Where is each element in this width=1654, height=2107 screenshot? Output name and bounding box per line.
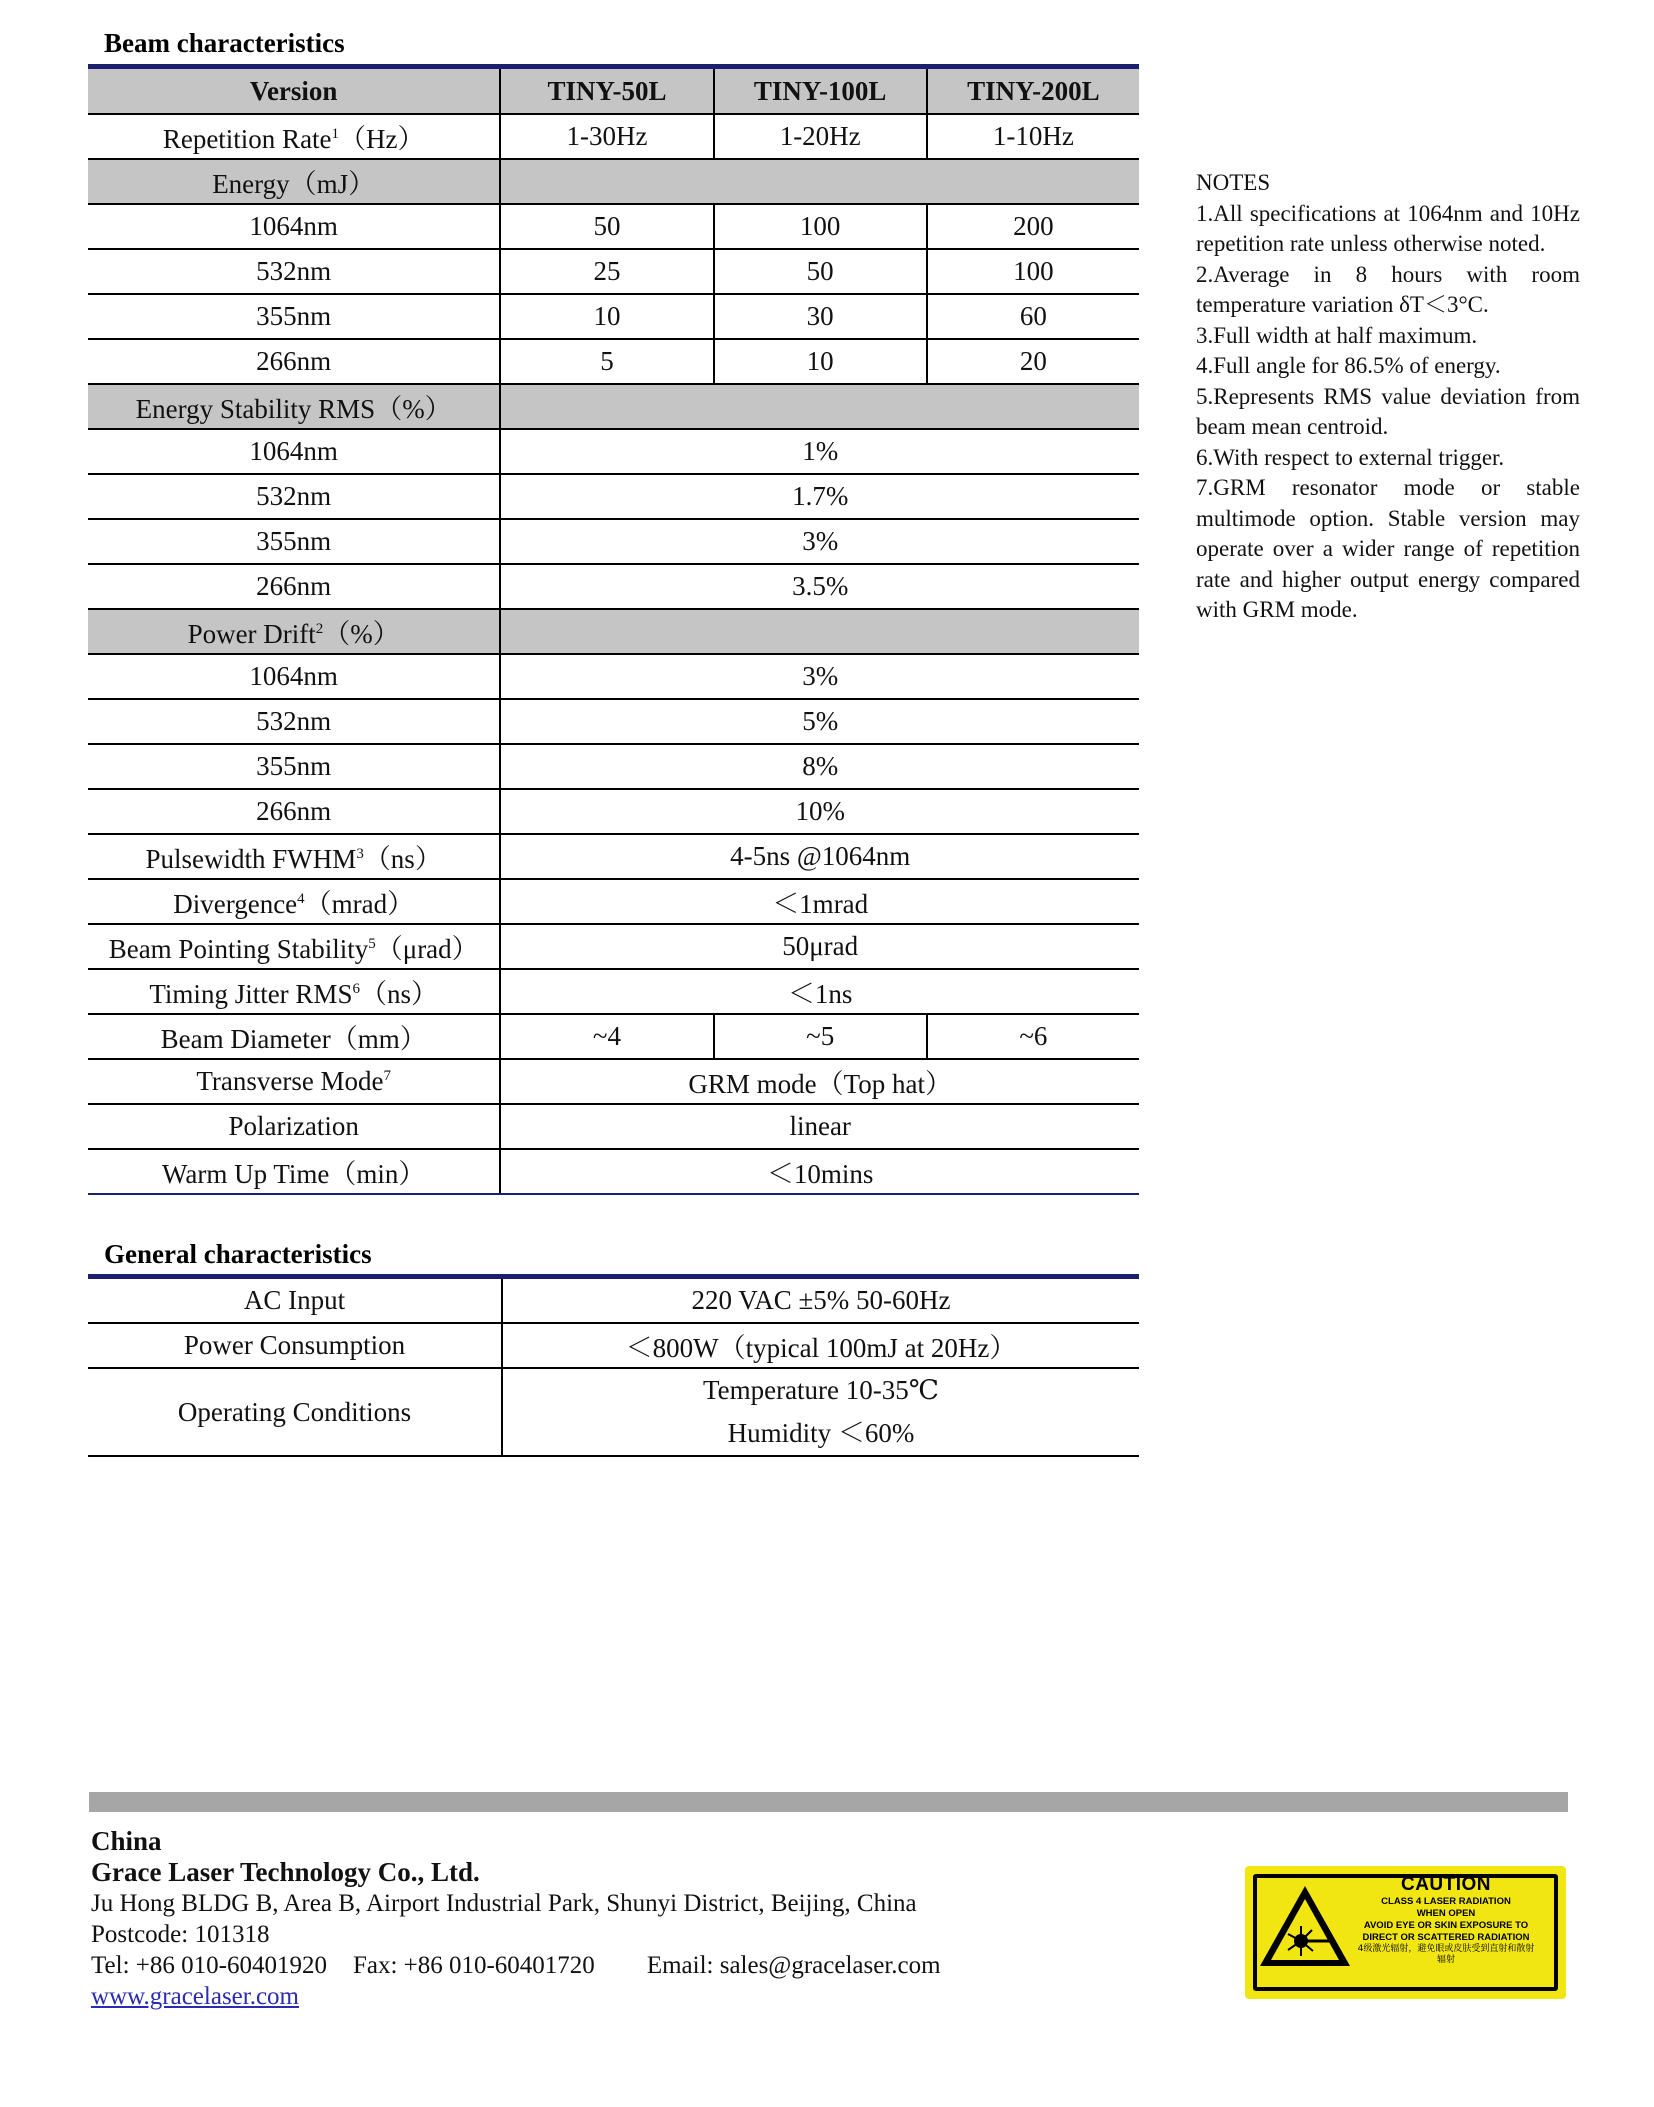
table-row [88,1104,1139,1149]
row-label: 532nm [88,474,500,519]
category-row-energy-stability [88,384,1139,429]
postcode: Postcode: 101318 [91,1921,270,1948]
table-row [88,969,1139,1014]
cell: ＜10mins [500,1149,1139,1194]
row-label-jitter: Timing Jitter RMS$^6$（ns） [88,969,500,1014]
row-label-polarization: Polarization [88,1104,500,1149]
header-tiny-50l: TINY-50L [500,67,713,115]
category-label: Energy（mJ） [88,159,500,204]
cell: 1.7% [500,474,1139,519]
table-row [88,339,1139,384]
note-item: 6.With respect to external trigger. [1196,444,1505,470]
table-row [88,564,1139,609]
row-label-repetition-rate: Repetition Rate$^1$（Hz） [88,114,500,159]
caution-text [1357,1874,1535,1966]
cell: GRM mode（Top hat） [500,1059,1139,1104]
note-item: 4.Full angle for 86.5% of energy. [1196,353,1501,378]
table-row [88,879,1139,924]
cell: 10 [500,294,713,339]
note-item: 7.GRM resonator mode or stable multimode option. Stable version may operate over a wider range of repetition rate and higher output energy compared with GRM mode. [1196,475,1580,622]
cell: 3% [500,519,1139,564]
header-tiny-200l: TINY-200L [927,67,1139,115]
table-row [88,699,1139,744]
cell: ＜800W（typical 100mJ at 20Hz） [502,1323,1139,1368]
row-label: 1064nm [88,204,500,249]
cell: 10% [500,789,1139,834]
table-row [88,519,1139,564]
table-row [88,1014,1139,1059]
cell: 4-5ns @1064nm [500,834,1139,879]
company-address-block [91,1826,941,2012]
caution-label [1245,1866,1566,1999]
beam-spec-table [88,64,1139,1195]
cell: 200 [927,204,1139,249]
row-label-warmup: Warm Up Time（min） [88,1149,500,1194]
footer-divider [89,1792,1568,1812]
cell: 20 [927,339,1139,384]
table-row [88,1149,1139,1194]
cell: 3.5% [500,564,1139,609]
table-row [88,114,1139,159]
operating-temperature: Temperature 10-35℃ [703,1375,939,1405]
row-label: 355nm [88,294,500,339]
notes-title: NOTES [1196,170,1271,195]
country: China [91,1826,162,1856]
cell: 1-10Hz [927,114,1139,159]
cell: ~6 [927,1014,1139,1059]
cell: 1% [500,429,1139,474]
row-label: 532nm [88,249,500,294]
note-item: 2.Average in 8 hours with room temperature variation δT＜3°C. [1196,261,1580,317]
cell: 3% [500,654,1139,699]
cell: 60 [927,294,1139,339]
table-row [88,429,1139,474]
table-row [88,789,1139,834]
cell: 25 [500,249,713,294]
street-address: Ju Hong BLDG B, Area B, Airport Industrial Park, Shunyi District, Beijing, China [91,1890,917,1917]
cell: 100 [927,249,1139,294]
cell: ＜1ns [500,969,1139,1014]
cell: 50μrad [500,924,1139,969]
category-blank [500,159,1139,204]
category-blank [500,384,1139,429]
table-row [88,1277,1139,1324]
row-label: 1064nm [88,429,500,474]
cell-operating [502,1368,1139,1456]
category-row-power-drift [88,609,1139,654]
cell: ~4 [500,1014,713,1059]
operating-humidity: Humidity ＜60% [727,1418,915,1448]
cell: ~5 [714,1014,927,1059]
category-label: Power Drift$^2$（%） [88,609,500,654]
header-version: Version [88,67,500,115]
row-label: 266nm [88,564,500,609]
company-name: Grace Laser Technology Co., Ltd. [91,1857,480,1887]
table-row [88,834,1139,879]
table-row [88,294,1139,339]
contact-line [91,1950,941,1981]
table-row [88,654,1139,699]
row-label-operating: Operating Conditions [88,1368,502,1456]
beam-characteristics-title: Beam characteristics [104,28,345,58]
cell: 50 [500,204,713,249]
row-label-transverse: Transverse Mode$^7$ [88,1059,500,1104]
general-spec-table [88,1274,1139,1457]
note-item: 1.All specifications at 1064nm and 10Hz repetition rate unless otherwise noted. [1196,200,1580,256]
row-label: 355nm [88,744,500,789]
header-tiny-100l: TINY-100L [714,67,927,115]
email[interactable]: Email: sales@gracelaser.com [646,1952,941,1979]
caution-line: DIRECT OR SCATTERED RADIATION [1362,1932,1530,1943]
caution-line: CLASS 4 LASER RADIATION [1381,1896,1511,1907]
cell: 5 [500,339,713,384]
row-label-pulsewidth: Pulsewidth FWHM$^3$（ns） [88,834,500,879]
table-row [88,924,1139,969]
cell: 8% [500,744,1139,789]
row-label: 355nm [88,519,500,564]
note-item: 5.Represents RMS value deviation from beam mean centroid. [1196,383,1580,439]
cell: 50 [714,249,927,294]
row-label: 266nm [88,789,500,834]
laser-warning-icon [1255,1880,1355,1972]
row-label: 532nm [88,699,500,744]
cell: 30 [714,294,927,339]
row-label-diameter: Beam Diameter（mm） [88,1014,500,1059]
table-row [88,204,1139,249]
note-item: 3.Full width at half maximum. [1196,322,1478,348]
fax: Fax: +86 010-60401720 [352,1952,595,1979]
caution-line: AVOID EYE OR SKIN EXPOSURE TO [1363,1920,1529,1931]
cell: 100 [714,204,927,249]
cell: 5% [500,699,1139,744]
row-label-pointing: Beam Pointing Stability$^5$（μrad） [88,924,500,969]
row-label: 266nm [88,339,500,384]
table-row [88,1059,1139,1104]
table-row [88,1368,1139,1456]
row-label-divergence: Divergence$^4$（mrad） [88,879,500,924]
table-row [88,744,1139,789]
row-label: 1064nm [88,654,500,699]
cell: ＜1mrad [500,879,1139,924]
table-row [88,249,1139,294]
table-header-row [88,67,1139,115]
cell: 10 [714,339,927,384]
telephone: Tel: +86 010-60401920 [91,1952,327,1979]
general-characteristics-title: General characteristics [104,1239,372,1269]
category-blank [500,609,1139,654]
row-label-power: Power Consumption [88,1323,502,1368]
cell: 1-30Hz [500,114,713,159]
table-row [88,1323,1139,1368]
cell: linear [500,1104,1139,1149]
row-label-ac-input: AC Input [88,1277,502,1324]
website-link[interactable]: www.gracelaser.com [91,1983,300,2010]
caution-line-chinese: 4级激光辐射，避免眼或皮肤受到直射和散射辐射 [1357,1944,1535,1965]
cell: 220 VAC ±5% 50-60Hz [502,1277,1139,1324]
category-label: Energy Stability RMS（%） [88,384,500,429]
notes-panel [1196,168,1580,626]
category-row-energy [88,159,1139,204]
caution-line: WHEN OPEN [1416,1908,1476,1919]
cell: 1-20Hz [714,114,927,159]
caution-title: CAUTION [1400,1874,1492,1895]
table-row [88,474,1139,519]
